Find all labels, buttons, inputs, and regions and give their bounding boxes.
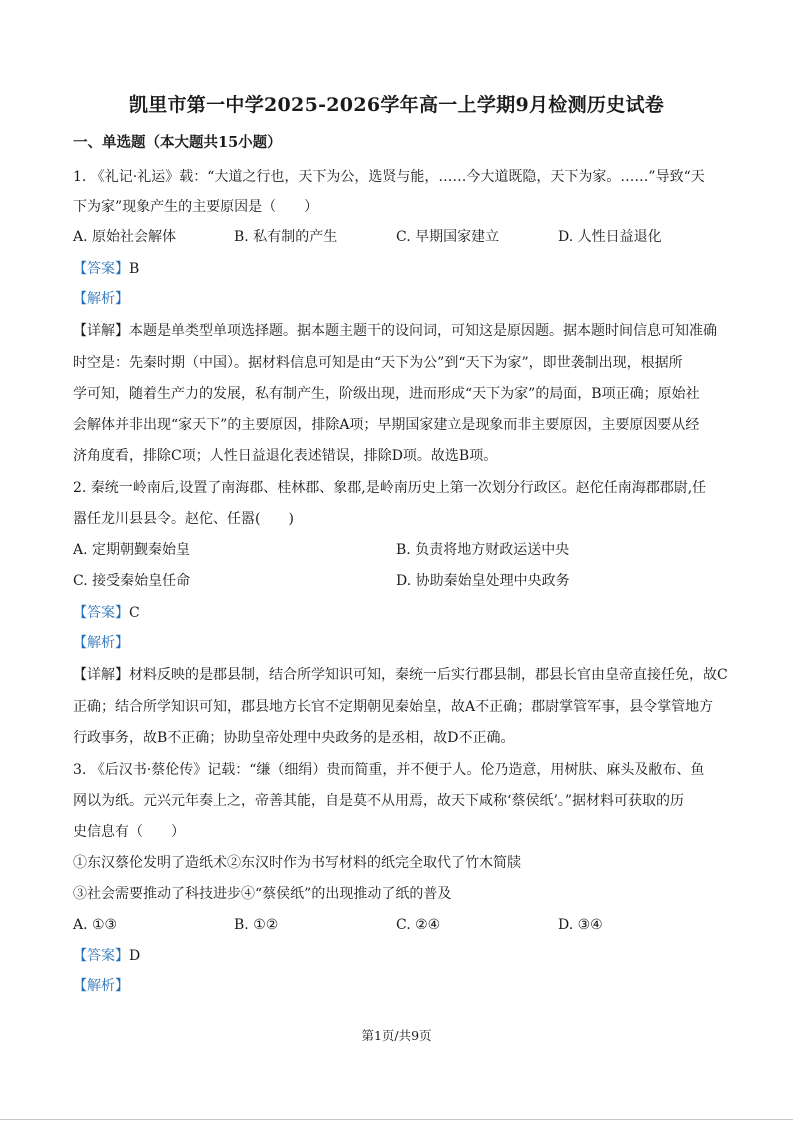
- q3-answer-value: D: [129, 948, 141, 964]
- q1-stem-line-1: 1. 《礼记·礼运》载：“大道之行也，天下为公，选贤与能，……今大道既隐，天下为家。……”导致“天: [73, 169, 705, 185]
- page-footer: 第1页/共9页: [361, 1028, 432, 1043]
- q2-detail-line-1: [73, 665, 728, 685]
- answer-tag: 【答案】: [73, 261, 129, 277]
- q2-stem-line-1: 2. 秦统一岭南后,设置了南海郡、桂林郡、象郡,是岭南历史上第一次划分行政区。赵佗任南海郡郡尉,任: [73, 480, 707, 496]
- q3-option-b: B. ①②: [234, 917, 279, 933]
- section-heading: 一、单选题（本大题共15小题）: [73, 134, 282, 151]
- q2-option-a: A. 定期朝觐秦始皇: [73, 542, 191, 558]
- q3-stem-line-3: 史信息有（ ）: [73, 824, 185, 840]
- q2-analysis-tag: 【解析】: [73, 635, 129, 651]
- q1-option-d: D. 人性日益退化: [558, 229, 662, 245]
- q1-detail-line-2: 时空是：先秦时期（中国）。据材料信息可知是由“天下为公”到“天下为家”，即世袭制出现，根据所: [73, 355, 683, 371]
- detail-tag: 【详解】: [73, 323, 129, 339]
- q3-option-c: C. ②④: [396, 917, 441, 933]
- q1-analysis-tag: 【解析】: [73, 291, 129, 307]
- q1-detail-text-1: 本题是单类型单项选择题。据本题主题干的设问词，可知这是原因题。据本题时间信息可知准确: [129, 323, 717, 339]
- q2-detail-line-3: 行政事务，故B不正确；协助皇帝处理中央政务的是丞相，故D不正确。: [73, 730, 515, 746]
- q3-option-d: D. ③④: [558, 917, 603, 933]
- q3-option-a: A. ①③: [73, 917, 118, 933]
- q2-answer-value: C: [129, 605, 140, 621]
- bottom-divider: [0, 1119, 793, 1120]
- q2-stem-line-2: 嚣任龙川县县令。赵佗、任嚣( ): [73, 511, 294, 527]
- answer-tag: 【答案】: [73, 605, 129, 621]
- q1-option-b: B. 私有制的产生: [234, 229, 338, 245]
- q1-detail-line-4: 会解体并非出现“家天下”的主要原因，排除A项；早期国家建立是现象而非主要原因，主要原因要从经: [73, 417, 700, 433]
- q1-answer: [73, 259, 139, 279]
- q1-detail-line-5: 济角度看，排除C项；人性日益退化表述错误，排除D项。故选B项。: [73, 448, 498, 464]
- q3-stem-line-2: 网以为纸。元兴元年奏上之，帝善其能，自是莫不从用焉，故天下咸称‘蔡侯纸’。”据材料可获取的历: [73, 793, 685, 809]
- q1-stem-line-2: 下为家”现象产生的主要原因是（ ）: [73, 199, 319, 215]
- answer-tag: 【答案】: [73, 948, 129, 964]
- q3-stem-line-1: 3. 《后汉书·蔡伦传》记载：“缣（细绢）贵而简重，并不便于人。伦乃造意，用树肤、麻头及敝布、鱼: [73, 762, 705, 778]
- q1-option-c: C. 早期国家建立: [396, 229, 500, 245]
- q1-option-a: A. 原始社会解体: [73, 229, 177, 245]
- q2-detail-text-1: 材料反映的是郡县制，结合所学知识可知，秦统一后实行郡县制，郡县长官由皇帝直接任免，故C: [129, 667, 728, 683]
- q2-option-c: C. 接受秦始皇任命: [73, 573, 191, 589]
- q2-option-d: D. 协助秦始皇处理中央政务: [396, 573, 570, 589]
- q1-detail-line-1: [73, 321, 717, 341]
- q1-detail-line-3: 学可知，随着生产力的发展，私有制产生，阶级出现，进而形成“天下为家”的局面，B项正确；原始社: [73, 386, 700, 402]
- q2-answer: [73, 603, 140, 623]
- q3-answer: [73, 946, 140, 966]
- q2-option-b: B. 负责将地方财政运送中央: [396, 542, 570, 558]
- q3-statement-line-1: ①东汉蔡伦发明了造纸术②东汉时作为书写材料的纸完全取代了竹木简牍: [73, 855, 521, 871]
- q3-analysis-tag: 【解析】: [73, 978, 129, 994]
- detail-tag: 【详解】: [73, 667, 129, 683]
- q1-answer-value: B: [129, 261, 140, 277]
- page-title: 凯里市第一中学2025-2026学年高一上学期9月检测历史试卷: [128, 94, 665, 116]
- q3-statement-line-2: ③社会需要推动了科技进步④“蔡侯纸”的出现推动了纸的普及: [73, 886, 452, 902]
- q2-detail-line-2: 正确；结合所学知识可知，郡县地方长官不定期朝见秦始皇，故A不正确；郡尉掌管军事，县令掌管地方: [73, 699, 714, 715]
